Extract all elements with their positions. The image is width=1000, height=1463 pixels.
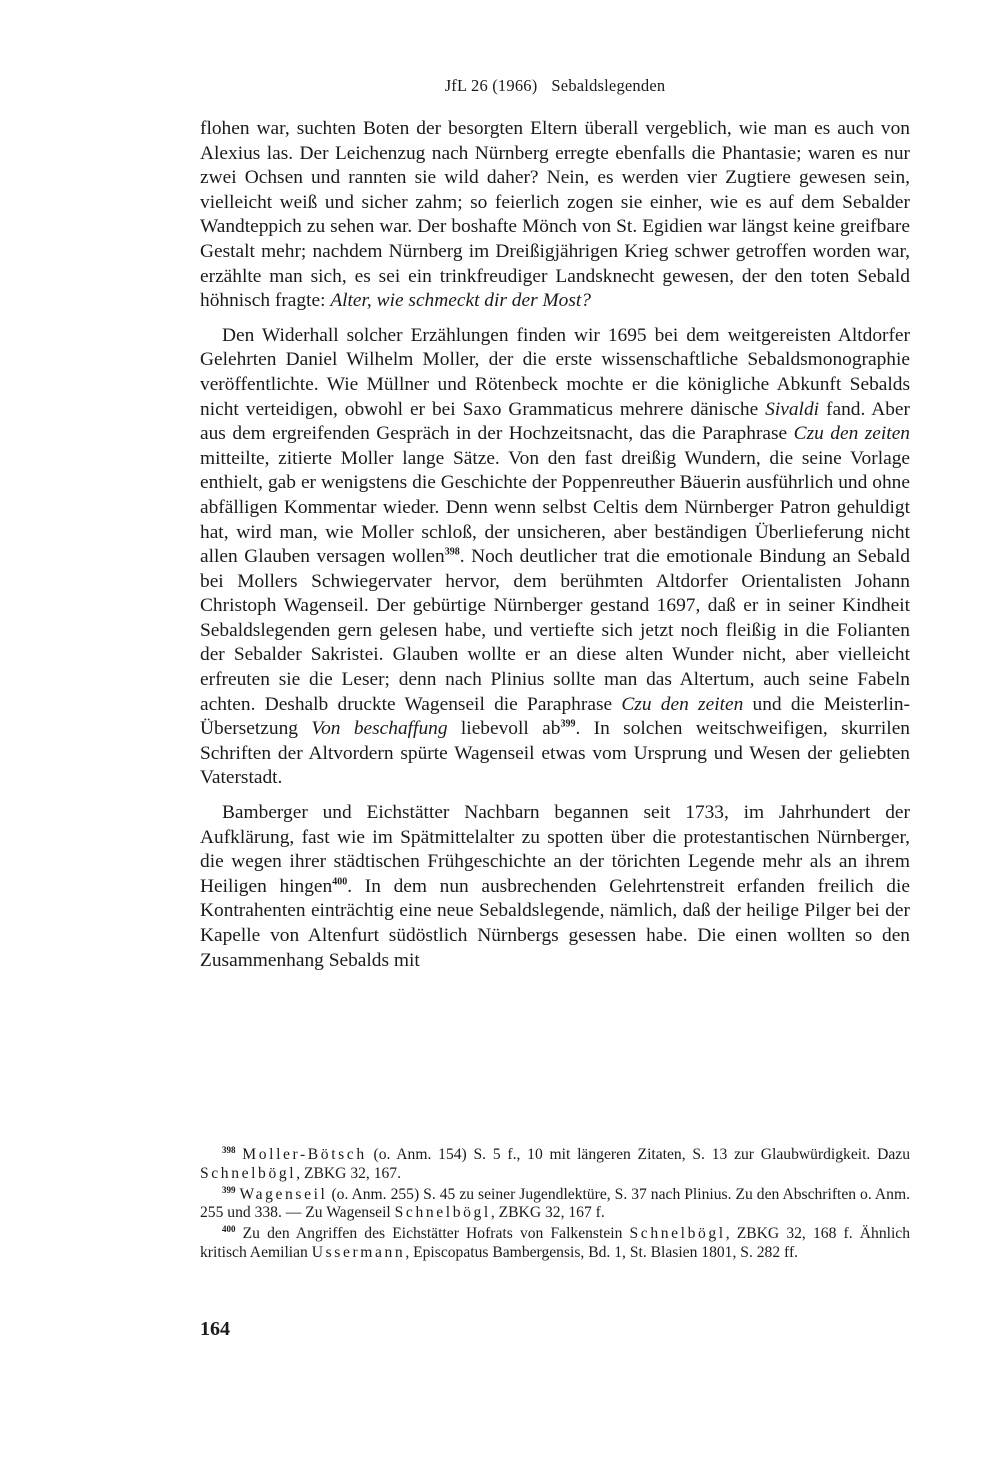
footnote-398: [200, 1146, 910, 1184]
author-name: Schnelbögl: [200, 1164, 297, 1182]
page-number: 164: [200, 1318, 230, 1340]
author-name: Wagenseil: [239, 1185, 328, 1203]
running-head-journal: JfL 26 (1966): [444, 76, 538, 95]
text-run: Zu den Angriffen des Eichstätter Hofrats von Falkenstein: [242, 1225, 630, 1243]
italic-text: Czu den zeiten: [793, 423, 910, 445]
author-name: Schnelbögl: [394, 1204, 491, 1222]
footnotes: [200, 1146, 910, 1265]
text-run: mitteilte, zitierte Moller lange Sätze. Von den fast dreißig Wundern, die seine Vorlage enthielt, gab er wenigstens die Geschichte der Poppenreuther Bäuerin ausführlich und ohne abfälligen Kommentar wieder. Denn wenn selbst Celtis dem Nürnberger Patron gehuldigt hat, wird man, wie Moller schloß, der unsicheren, aber beständigen Überlieferung nicht allen Glauben versagen wollen: [200, 447, 910, 568]
text-run: Bamberger und Eichstätter Nachbarn begannen seit 1733, im Jahrhundert der Aufklärung, fast wie im Spätmittelalter zu spotten über die protestantischen Nürnberger, die wegen ihrer städtischen Frühgeschichte an der törichten Legende mehr als an ihrem Heiligen hingen: [200, 802, 910, 897]
italic-text: Czu den zeiten: [621, 693, 744, 715]
author-name: Ussermann: [311, 1243, 406, 1261]
running-head-title: Sebaldslegenden: [551, 76, 666, 95]
author-name: Schnelbögl: [629, 1225, 726, 1243]
text-run: . Noch deutlicher trat die emotionale Bindung an Sebald bei Mollers Schwiegervater hervor, dem berühmten Altdorfer Orientalisten Johann Christoph Wagenseil. Der gebürtige Nürnberger gestand 1697, daß er in seiner Kindheit Sebaldslegenden gern gelesen habe, und vertiefte sich jetzt noch fleißig in die Folianten der Sebalder Sakristei. Glauben wollte er an diese alten Wunder nicht, aber vielleicht erfreuten sie die Leser; denn nach Plinius sollte man das Altertum, auch seine Fabeln achten. Deshalb druckte Wagenseil die Paraphrase: [200, 546, 910, 715]
text-run: (o. Anm. 154) S. 5 f., 10 mit längeren Zitaten, S. 13 zur Glaubwürdigkeit. Dazu: [366, 1146, 911, 1163]
footnote-number: 398: [222, 1144, 236, 1155]
text-run: liebevoll ab: [447, 718, 561, 740]
italic-text: Sivaldi: [765, 398, 820, 420]
body-text: [200, 117, 910, 973]
footnote-399: [200, 1186, 910, 1224]
footnote-400: [200, 1225, 910, 1263]
text-run: , Episcopatus Bambergensis, Bd. 1, St. Blasien 1801, S. 282 ff.: [405, 1243, 799, 1261]
text-run: . In solchen weitschweifigen, skurrilen Schriften der Altvordern spürte Wagenseil etwas vom Ursprung und Wesen der geliebten Vaterstadt.: [200, 718, 910, 789]
italic-text: Von beschaffung: [311, 718, 448, 740]
text-run: , ZBKG 32, 167 f.: [490, 1204, 605, 1222]
footnote-number: 400: [222, 1224, 236, 1234]
paragraph-2: [200, 324, 910, 791]
text-run: flohen war, suchten Boten der besorgten Eltern überall vergeblich, wie man es auch von Alexius las. Der Leichenzug nach Nürnberg erregte ebenfalls die Phantasie; waren es nur zwei Ochsen und rannten sie wild daher? Nein, es werden vier Zugtiere gewesen sein, vielleicht weiß und sicher zahm; so feierlich zogen sie einher, wie es auf dem Sebalder Wandteppich zu sehen war. Der boshafte Mönch von St. Egidien war längst keine greifbare Gestalt mehr; nachdem Nürnberg im Dreißigjährigen Krieg schwer getroffen worden war, erzählte man sich, es sei ein trinkfreudiger Landsknecht gewesen, der den toten Sebald höhnisch fragte:: [200, 118, 910, 312]
footnote-number: 399: [222, 1184, 236, 1195]
paragraph-1: [200, 117, 910, 314]
author-name: Moller-Bötsch: [242, 1146, 367, 1163]
running-head: [200, 76, 910, 96]
footnote-ref: 398: [444, 546, 460, 558]
text-run: , ZBKG 32, 167.: [296, 1164, 401, 1182]
text-run: . In dem nun ausbrechenden Gelehrtenstreit erfanden freilich die Kontrahenten einträchtig eine neue Sebaldslegende, nämlich, daß der heilige Pilger bei der Kapelle von Altenfurt südöstlich Nürnbergs gesessen habe. Die einen wollten so den Zusammenhang Sebalds mit: [200, 875, 910, 971]
footnote-ref: 400: [332, 876, 348, 888]
paragraph-3: [200, 801, 910, 973]
text-run: (o. Anm. 255) S. 45 zu seiner Jugendlektüre, S. 37 nach Plinius. Zu den Abschriften o. Anm. 255 und 338. — Zu Wagenseil: [200, 1185, 910, 1222]
text-run: fand. Aber aus dem ergreifenden Gespräch in der Hochzeitsnacht, das die Paraphrase: [200, 398, 910, 445]
text-run: , ZBKG 32, 168 f. Ähnlich kritisch Aemilian: [200, 1225, 910, 1261]
footnote-ref: 399: [560, 718, 576, 730]
text-run: Den Widerhall solcher Erzählungen finden wir 1695 bei dem weitgereisten Altdorfer Gelehrten Daniel Wilhelm Moller, der die erste wissenschaftliche Sebaldsmonographie veröffentlichte. Wie Müllner und Rötenbeck mochte er die königliche Abkunft Sebalds nicht verteidigen, obwohl er bei Saxo Grammaticus mehrere dänische: [200, 324, 910, 420]
italic-text: Alter, wie schmeckt dir der Most?: [330, 290, 591, 312]
text-run: und die Meisterlin-Übersetzung: [200, 693, 910, 740]
